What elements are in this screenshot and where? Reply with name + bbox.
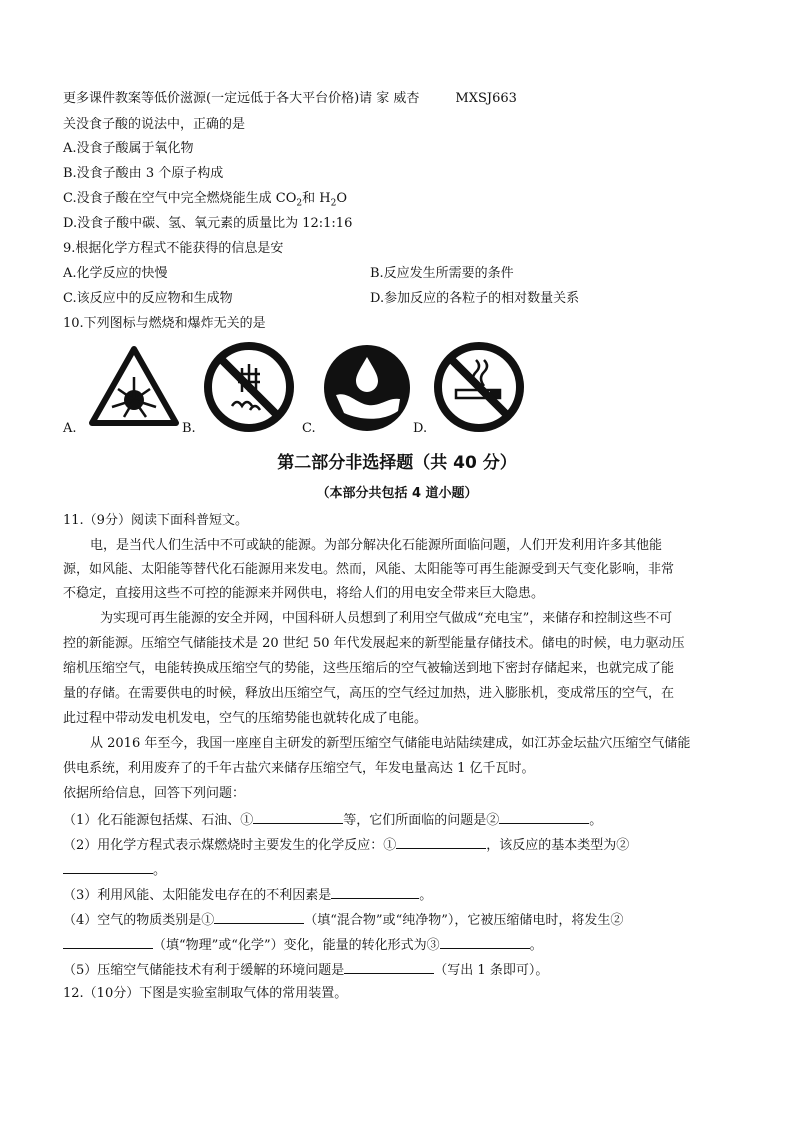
q11-p2-line5: 此过程中带动发电机发电，空气的压缩势能也就转化成了电能。 xyxy=(63,711,428,726)
q11-p1-line1: 电，是当代人们生活中不可或缺的能源。为部分解决化石能源所面临问题，人们开发利用许多其他能 xyxy=(90,538,663,553)
q11-ask: 依据所给信息，回答下列问题： xyxy=(63,786,246,801)
q11-sub2: （2）用化学方程式表示煤燃烧时主要发生的化学反应：① ，该反应的基本类型为② xyxy=(63,835,629,855)
q9-option-c: C.该反应中的反应物和生成物 xyxy=(63,291,233,306)
q9-option-b: B.反应发生所需要的条件 xyxy=(370,266,514,281)
q10-label-a: A. xyxy=(63,421,77,436)
q11-sub4-cont: （填“物理”或“化学”）变化，能量的转化形式为③ 。 xyxy=(63,935,543,955)
q11-stem: 11.（9分）阅读下面科普短文。 xyxy=(63,513,248,528)
explosive-warning-icon xyxy=(88,345,180,427)
q10-stem: 10.下列图标与燃烧和爆炸无关的是 xyxy=(63,316,266,331)
q11-p1-line2: 源，如风能、太阳能等替代化石能源用来发电。然而，风能、太阳能等可再生能源受到天气变化影响，非常 xyxy=(63,562,675,577)
q11-sub2-cont: 。 xyxy=(63,860,166,880)
q8-option-b: B.没食子酸由 3 个原子构成 xyxy=(63,166,224,181)
answer-blank[interactable] xyxy=(63,935,153,949)
q9-stem: 9.根据化学方程式不能获得的信息是安 xyxy=(63,241,284,256)
q8-stem: 关没食子酸的说法中，正确的是 xyxy=(63,117,246,132)
q9-option-a: A.化学反应的快慢 xyxy=(63,266,168,281)
q10-label-c: C. xyxy=(302,421,316,436)
q8-option-a: A.没食子酸属于氧化物 xyxy=(63,141,194,156)
answer-blank[interactable] xyxy=(331,885,419,899)
q10-label-b: B. xyxy=(182,421,196,436)
part2-subtitle: （本部分共包括 4 道小题） xyxy=(316,486,478,501)
q8-option-d: D.没食子酸中碳、氢、氧元素的质量比为 12:1:16 xyxy=(63,216,353,231)
q11-sub1: （1）化石能源包括煤、石油、① 等，它们所面临的问题是② 。 xyxy=(63,810,602,830)
q8-option-c: C.没食子酸在空气中完全燃烧能生成 $CO_2$和 $H_2O$ xyxy=(63,191,347,209)
q12-stem: 12.（10分）下图是实验室制取气体的常用装置。 xyxy=(63,986,348,1001)
q11-sub3: （3）利用风能、太阳能发电存在的不利因素是 。 xyxy=(63,885,432,905)
part2-title: 第二部分非选择题（共 40 分） xyxy=(277,453,517,473)
q11-sub5: （5）压缩空气储能技术有利于缓解的环境问题是 （写出 1 条即可）。 xyxy=(63,960,548,980)
answer-blank[interactable] xyxy=(344,960,434,974)
q9-option-d: D.参加反应的各粒子的相对数量关系 xyxy=(370,291,580,306)
answer-blank[interactable] xyxy=(63,860,153,874)
q11-p1-line3: 不稳定，直接用这些不可控的能源来并网供电，将给人们的用电安全带来巨大隐患。 xyxy=(63,586,545,601)
answer-blank[interactable] xyxy=(396,835,486,849)
no-fireworks-icon xyxy=(202,340,296,434)
answer-blank[interactable] xyxy=(499,810,589,824)
answer-blank[interactable] xyxy=(214,910,304,924)
q11-sub4: （4）空气的物质类别是① （填“混合物”或“纯净物”），它被压缩储电时，将发生② xyxy=(63,910,623,930)
q11-p2-line3: 缩机压缩空气，电能转换成压缩空气的势能，这些压缩后的空气被输送到地下密封存储起来，也就完成了能 xyxy=(63,661,675,676)
no-smoking-icon xyxy=(432,340,526,434)
q11-p2-line1: 为实现可再生能源的安全并网，中国科研人员想到了利用空气做成“充电宝”，来储存和控制这些不可 xyxy=(100,611,673,626)
q11-p2-line2: 控的新能源。压缩空气储能技术是 20 世纪 50 年代发展起来的新型能量存储技术。储电的时候，电力驱动压 xyxy=(63,636,685,651)
q11-p3-line2: 供电系统，利用废弃了的千年古盐穴来储存压缩空气，年发电量高达 1 亿千瓦时。 xyxy=(63,761,535,776)
q10-label-d: D. xyxy=(413,421,428,436)
header-line xyxy=(63,90,517,108)
promo-code: MXSJ663 xyxy=(455,91,517,106)
promo-text: 更多课件教案等低价滋源(一定远低于各大平台价格)请 家 威杏 xyxy=(63,91,420,106)
water-saving-icon xyxy=(322,343,412,433)
answer-blank[interactable] xyxy=(440,935,530,949)
q11-p3-line1: 从 2016 年至今，我国一座座自主研发的新型压缩空气储能电站陆续建成，如江苏金坛盐穴压缩空气储能 xyxy=(90,736,691,751)
q11-p2-line4: 量的存储。在需要供电的时候，释放出压缩空气，高压的空气经过加热，进入膨胀机，变成常压的空气，在 xyxy=(63,686,675,701)
answer-blank[interactable] xyxy=(253,810,343,824)
